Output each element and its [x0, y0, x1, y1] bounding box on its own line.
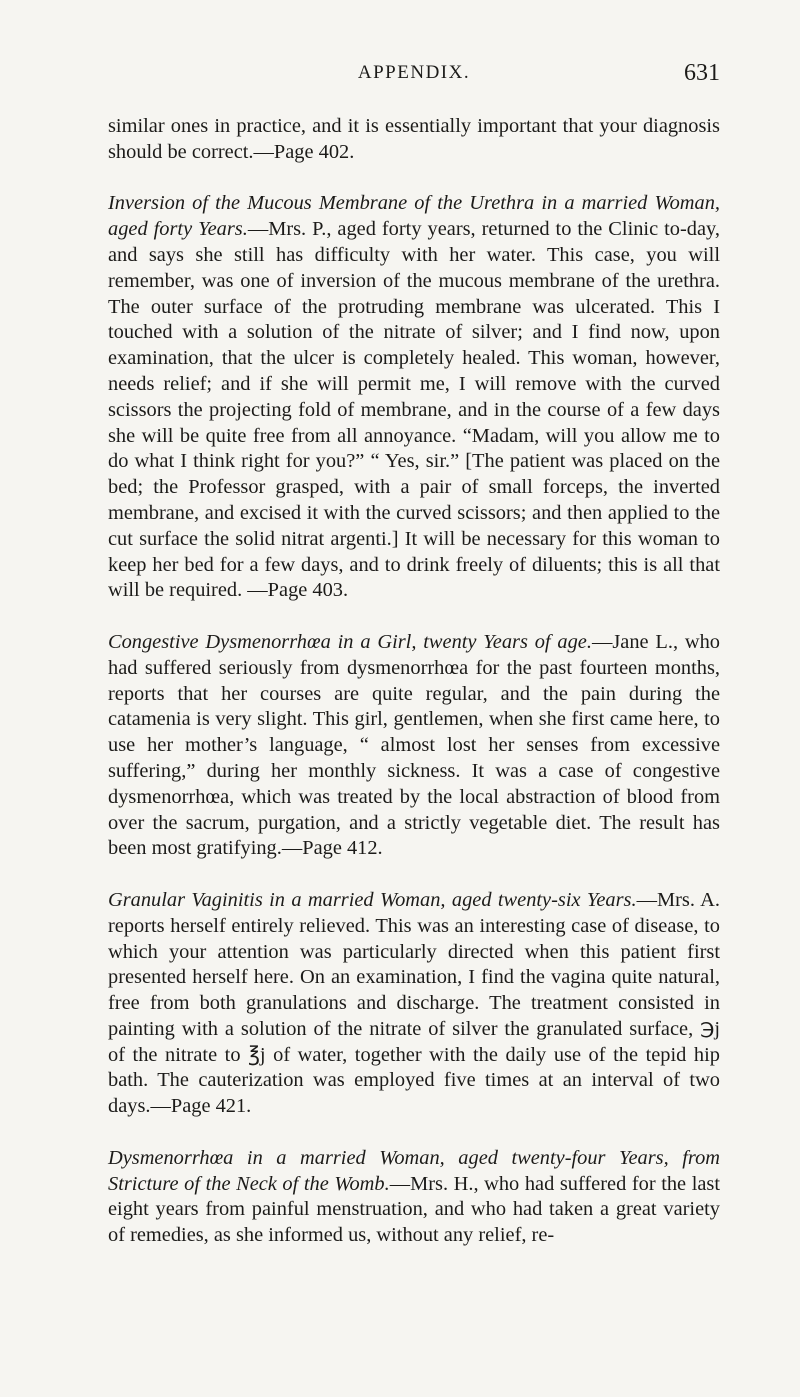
- paragraph-text: similar ones in practice, and it is essentially important that your diagnosis should be correct.—Page 402.: [108, 115, 720, 163]
- page-number: 631: [684, 60, 720, 86]
- paragraph-text: —Mrs. P., aged forty years, returned to the Clinic to-day, and says she still has difficulty with her water. This case, you will remember, was one of inversion of the mucous membrane of the urethra. The outer surface of the protruding membrane was ulcerated. This I touched with a solution of the nitrate of silver; and I find now, upon examination, that the ulcer is completely healed. This woman, however, needs relief; and if she will permit me, I will remove with the curved scissors the projecting fold of membrane, and in the course of a few days she will be quite free from all annoyance. “Madam, will you allow me to do what I think right for you?” “ Yes, sir.” [The patient was placed on the bed; the Professor grasped, with a pair of small forceps, the inverted membrane, and excised it with the curved scissors; and then applied to the cut surface the solid nitrat argenti.] It will be necessary for this woman to keep her bed for a few days, and to drink freely of diluents; this is all that will be required. —Page 403.: [108, 218, 720, 602]
- page-header: [108, 62, 720, 98]
- page-body: [108, 114, 720, 1275]
- paragraph-granular-vaginitis: [108, 888, 720, 1120]
- paragraph-continuation: [108, 114, 720, 166]
- paragraph-text: —Jane L., who had suffered seriously from dysmenorrhœa for the past fourteen months, reports that her courses are quite regular, and the pain during the catamenia is very slight. This girl, gentlemen, when she first came here, to use her mother’s language, “ almost lost her senses from excessive suffering,” during her monthly sickness. It was a case of congestive dysmenorrhœa, which was treated by the local abstraction of blood from over the sacrum, purgation, and a strictly vegetable diet. The result has been most gratifying.—Page 412.: [108, 630, 720, 860]
- paragraph-congestive-dysmenorrhoea: [108, 630, 720, 862]
- case-title: Dysmenorrhœa in a married Woman, aged twenty-four Years, from Stricture of the Neck of the Womb.: [108, 1146, 720, 1195]
- running-title: APPENDIX.: [357, 62, 471, 83]
- paragraph-text: —Mrs. H., who had suffered for the last eight years from painful menstruation, and who had taken a great variety of remedies, as she informed us, without any relief, re-: [108, 1172, 721, 1247]
- case-title: Congestive Dysmenorrhœa in a Girl, twenty Years of age.: [108, 630, 592, 653]
- case-title: Inversion of the Mucous Membrane of the Urethra in a married Woman, aged forty Years.: [108, 192, 720, 241]
- paragraph-text: —Mrs. A. reports herself entirely relieved. This was an interesting case of disease, to which your attention was particularly directed when this patient first presented herself here. On an examination, I find the vagina quite natural, free from both granulations and discharge. The treatment consisted in painting with a solution of the nitrate of silver the granulated surface, ℈j of the nitrate to ℥j of water, together with the daily use of the tepid hip bath. The cauterization was employed five times at an interval of two days.—Page 421.: [108, 888, 720, 1118]
- case-title: Granular Vaginitis in a married Woman, aged twenty-six Years.: [108, 888, 637, 911]
- paragraph-dysmenorrhoea-stricture: [108, 1146, 720, 1249]
- paragraph-urethra-inversion: [108, 191, 720, 604]
